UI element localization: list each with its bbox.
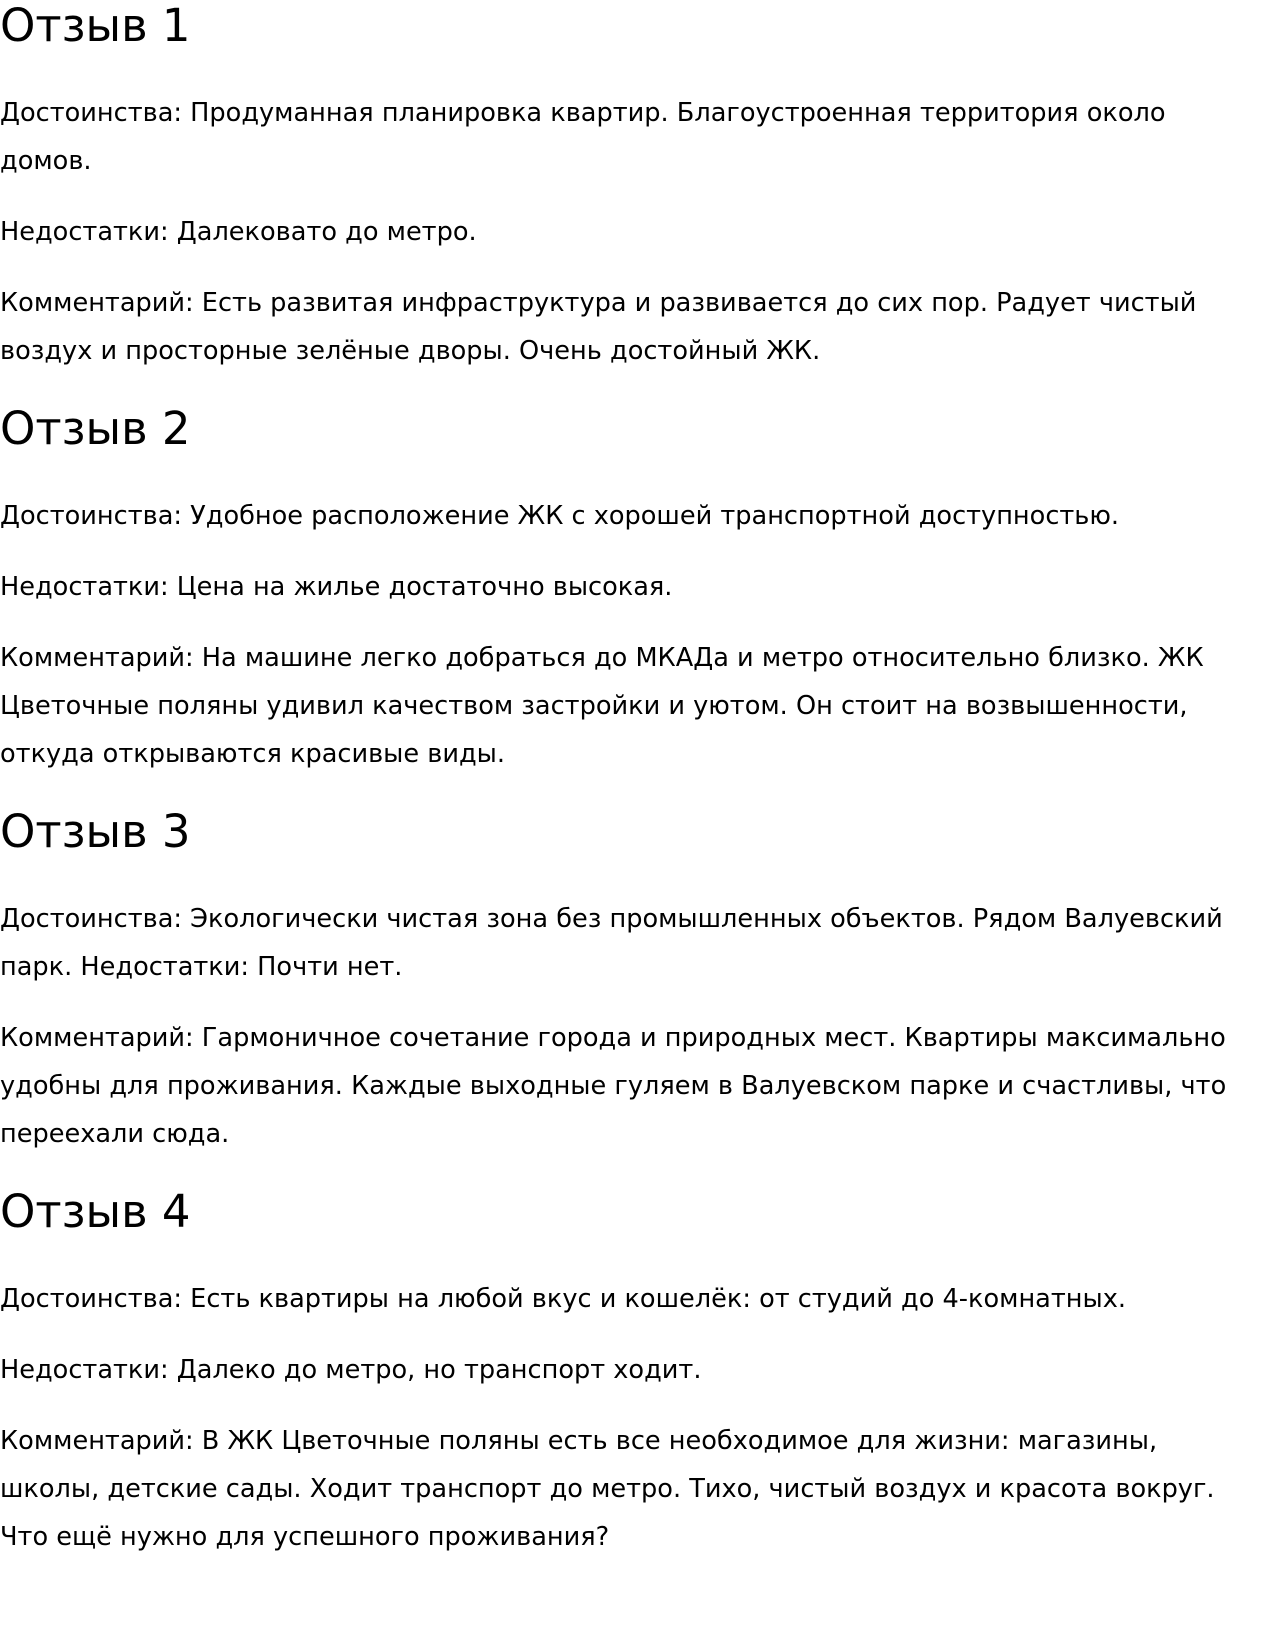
- review-comment: Комментарий: На машине легко добраться до МКАДа и метро относительно близко. ЖК Цветочные поляны удивил качеством застройки и уютом. Он стоит на возвышенности, откуда открываются красивые виды.: [0, 643, 1204, 769]
- review-pros: Достоинства: Продуманная планировка квартир. Благоустроенная территория около домов.: [0, 98, 1166, 176]
- review-pros: Достоинства: Экологически чистая зона без промышленных объектов. Рядом Валуевский парк. Недостатки: Почти нет.: [0, 904, 1223, 982]
- review-cons: Недостатки: Далеко до метро, но транспорт ходит.: [0, 1355, 702, 1385]
- review-title: Отзыв 3: [0, 805, 191, 858]
- review-title: Отзыв 2: [0, 402, 191, 455]
- review-title: Отзыв 1: [0, 0, 191, 52]
- review-2: [0, 403, 1262, 778]
- review-1: [0, 0, 1262, 375]
- review-comment: Комментарий: В ЖК Цветочные поляны есть все необходимое для жизни: магазины, школы, детские сады. Ходит транспорт до метро. Тихо, чистый воздух и красота вокруг. Что ещё нужно для успешного проживания?: [0, 1426, 1215, 1552]
- review-comment: Комментарий: Есть развитая инфраструктура и развивается до сих пор. Радует чистый воздух и просторные зелёные дворы. Очень достойный ЖК.: [0, 288, 1197, 366]
- review-comment: Комментарий: Гармоничное сочетание города и природных мест. Квартиры максимально удобны для проживания. Каждые выходные гуляем в Валуевском парке и счастливы, что переехали сюда.: [0, 1023, 1227, 1149]
- review-pros: Достоинства: Есть квартиры на любой вкус и кошелёк: от студий до 4-комнатных.: [0, 1284, 1126, 1314]
- review-4: [0, 1186, 1262, 1561]
- review-cons: Недостатки: Цена на жилье достаточно высокая.: [0, 572, 673, 602]
- review-title: Отзыв 4: [0, 1185, 191, 1238]
- review-pros: Достоинства: Удобное расположение ЖК с хорошей транспортной доступностью.: [0, 501, 1120, 531]
- review-cons: Недостатки: Далековато до метро.: [0, 217, 477, 247]
- review-3: [0, 806, 1262, 1158]
